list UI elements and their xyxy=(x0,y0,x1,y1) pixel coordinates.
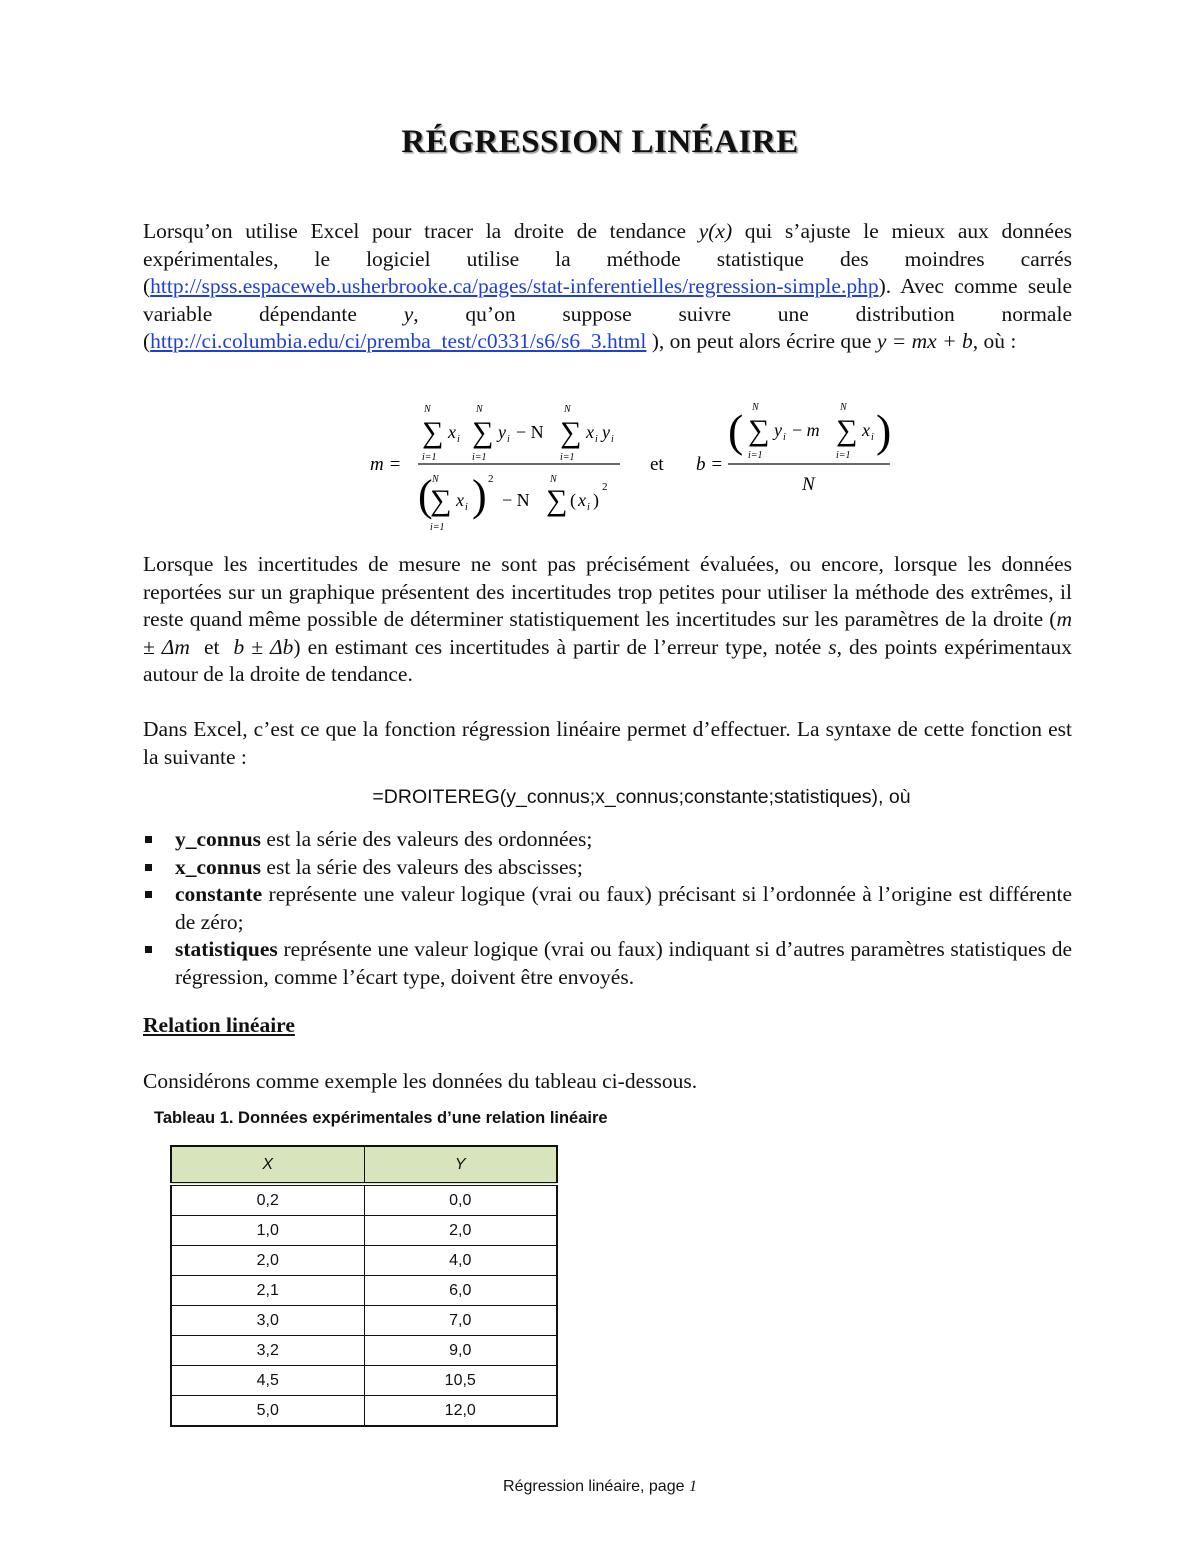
parameter-list xyxy=(143,826,1072,991)
svg-text:i: i xyxy=(457,434,460,445)
uncertainty-paragraph xyxy=(143,551,1072,689)
para2-et: et xyxy=(189,634,234,659)
intro-y: y xyxy=(403,301,414,326)
table-caption: Tableau 1. Données expérimentales d’une relation linéaire xyxy=(154,1109,608,1127)
list-item: y_connus est la série des valeurs des ordonnées; xyxy=(143,826,1072,854)
intro-paragraph xyxy=(143,218,1072,356)
bullet-square-icon xyxy=(145,836,152,843)
svg-text:N: N xyxy=(550,474,557,485)
svg-text:(: ( xyxy=(728,405,744,456)
svg-text:i: i xyxy=(871,432,874,443)
para2-text-3: , des points expérimentaux autour de la droite de tendance. xyxy=(143,634,1072,686)
table-header-row xyxy=(171,1146,557,1184)
data-table xyxy=(170,1145,558,1427)
intro-text-5: ), on peut alors écrire que xyxy=(646,329,877,353)
link-spss[interactable]: http://spss.espaceweb.usherbrooke.ca/pages/stat-inferentielles/regression-simple.php xyxy=(150,274,879,298)
svg-text:x: x xyxy=(862,420,870,440)
svg-text:i=1: i=1 xyxy=(836,450,851,461)
list-item: constante représente une valeur logique (vrai ou faux) précisant si l’ordonnée à l’origine est différente de zéro; xyxy=(143,881,1072,936)
svg-text:i=1: i=1 xyxy=(560,452,575,463)
list-item: x_connus est la série des valeurs des abscisses; xyxy=(143,854,1072,882)
page-footer xyxy=(0,1478,1200,1496)
droitereg-syntax: =DROITEREG(y_connus;x_connus;constante;statistiques), où xyxy=(372,786,911,808)
svg-text:i: i xyxy=(465,502,468,513)
svg-text:N: N xyxy=(476,404,483,415)
svg-text:− N: − N xyxy=(502,490,530,510)
intro-text-6: , où : xyxy=(972,329,1017,353)
svg-text:∑: ∑ xyxy=(836,414,858,447)
svg-text:i: i xyxy=(587,502,590,513)
svg-text:x: x xyxy=(586,422,594,442)
para2-text-1: Lorsque les incertitudes de mesure ne sont pas précisément évaluées, ou encore, lorsque les données reportées sur un graphique présentent des incertitudes trop petites pour utiliser la méthode des extrêmes, il reste quand même possible de déterminer statistiquement les incertitudes sur les paramètres de la droite ( xyxy=(143,552,1072,631)
svg-text:− N: − N xyxy=(516,422,544,442)
header-x: X xyxy=(171,1146,364,1184)
svg-text:N: N xyxy=(432,474,439,485)
bullet-square-icon xyxy=(145,946,152,953)
svg-text:y: y xyxy=(774,420,782,440)
svg-text:y: y xyxy=(498,422,506,442)
svg-text:N: N xyxy=(564,404,571,415)
m-label: m = xyxy=(370,454,402,475)
svg-text:x: x xyxy=(456,490,464,510)
svg-text:∑: ∑ xyxy=(422,416,444,449)
section-heading: Relation linéaire xyxy=(143,1013,295,1037)
svg-text:i: i xyxy=(783,432,786,443)
para2-text-2: ) en estimant ces incertitudes à partir de l’erreur type, notée xyxy=(293,634,829,659)
b-label: b = xyxy=(696,454,724,475)
table-row: 3,2 9,0 xyxy=(171,1336,557,1366)
svg-text:∑: ∑ xyxy=(748,414,770,447)
table-row: 1,0 2,0 xyxy=(171,1216,557,1246)
table-row: 5,0 12,0 xyxy=(171,1396,557,1427)
svg-text:x: x xyxy=(448,422,456,442)
svg-text:x: x xyxy=(578,490,586,510)
m-uncertainty: m ± Δm xyxy=(143,607,1072,659)
svg-text:∑: ∑ xyxy=(546,484,568,517)
svg-text:i: i xyxy=(611,434,614,445)
svg-text:i=1: i=1 xyxy=(472,452,487,463)
svg-text:): ) xyxy=(593,490,599,510)
svg-text:): ) xyxy=(472,471,487,520)
svg-text:∑: ∑ xyxy=(430,484,452,517)
para2-s: s xyxy=(828,634,837,659)
svg-text:(: ( xyxy=(418,471,433,520)
svg-text:− m: − m xyxy=(792,420,820,440)
page-number: 1 xyxy=(688,1478,697,1495)
header-y: Y xyxy=(364,1146,557,1184)
excel-paragraph: Dans Excel, c’est ce que la fonction régression linéaire permet d’effectuer. La syntaxe de cette fonction est la suivante : xyxy=(143,717,1072,769)
svg-text:(: ( xyxy=(570,490,576,510)
page-title: RÉGRESSION LINÉAIRE xyxy=(401,124,799,160)
link-columbia[interactable]: http://ci.columbia.edu/ci/premba_test/c0331/s6/s6_3.html xyxy=(150,329,647,353)
svg-text:N: N xyxy=(424,404,431,415)
svg-text:i: i xyxy=(507,434,510,445)
svg-text:N: N xyxy=(840,402,847,413)
svg-text:i: i xyxy=(595,434,598,445)
intro-text-4: , qu’on suppose suivre une distribution normale ( xyxy=(143,301,1072,353)
example-paragraph: Considérons comme exemple les données du tableau ci-dessous. xyxy=(143,1069,698,1093)
svg-text:y: y xyxy=(602,422,610,442)
regression-formulas xyxy=(366,398,906,538)
intro-text-1: Lorsqu’on utilise Excel pour tracer la droite de tendance xyxy=(143,219,699,243)
svg-text:∑: ∑ xyxy=(472,416,494,449)
bullet-square-icon xyxy=(145,891,152,898)
b-numerator xyxy=(728,402,891,461)
svg-text:): ) xyxy=(876,405,892,456)
svg-text:2: 2 xyxy=(602,481,608,493)
table-row: 2,0 4,0 xyxy=(171,1246,557,1276)
m-numerator xyxy=(422,404,614,463)
svg-text:i=1: i=1 xyxy=(748,450,763,461)
svg-text:2: 2 xyxy=(488,473,494,485)
svg-text:∑: ∑ xyxy=(560,416,582,449)
list-item: statistiques représente une valeur logique (vrai ou faux) indiquant si d’autres paramètres statistiques de régression, comme l’écart type, doivent être envoyés. xyxy=(143,936,1072,991)
intro-yx: y(x) xyxy=(698,219,733,243)
formula-conjunction: et xyxy=(650,454,664,475)
table-row: 4,5 10,5 xyxy=(171,1366,557,1396)
svg-text:N: N xyxy=(752,402,759,413)
b-uncertainty: b ± Δb xyxy=(233,634,294,659)
intro-text-2: qui s’ajuste le mieux aux données expérimentales, le logiciel utilise la méthode statistique des moindres carrés ( xyxy=(143,219,1072,298)
m-denominator xyxy=(418,471,608,533)
bullet-square-icon xyxy=(145,864,152,871)
table-row: 0,2 0,0 xyxy=(171,1184,557,1216)
intro-text-3: ). Avec comme seule variable dépendante xyxy=(143,274,1072,326)
table-row: 2,1 6,0 xyxy=(171,1276,557,1306)
svg-text:i=1: i=1 xyxy=(430,522,445,533)
footer-label: Régression linéaire, page xyxy=(503,1478,689,1495)
b-denominator: N xyxy=(802,474,815,495)
svg-text:i=1: i=1 xyxy=(422,452,437,463)
table-row: 3,0 7,0 xyxy=(171,1306,557,1336)
intro-equation: y = mx + b xyxy=(876,329,973,353)
